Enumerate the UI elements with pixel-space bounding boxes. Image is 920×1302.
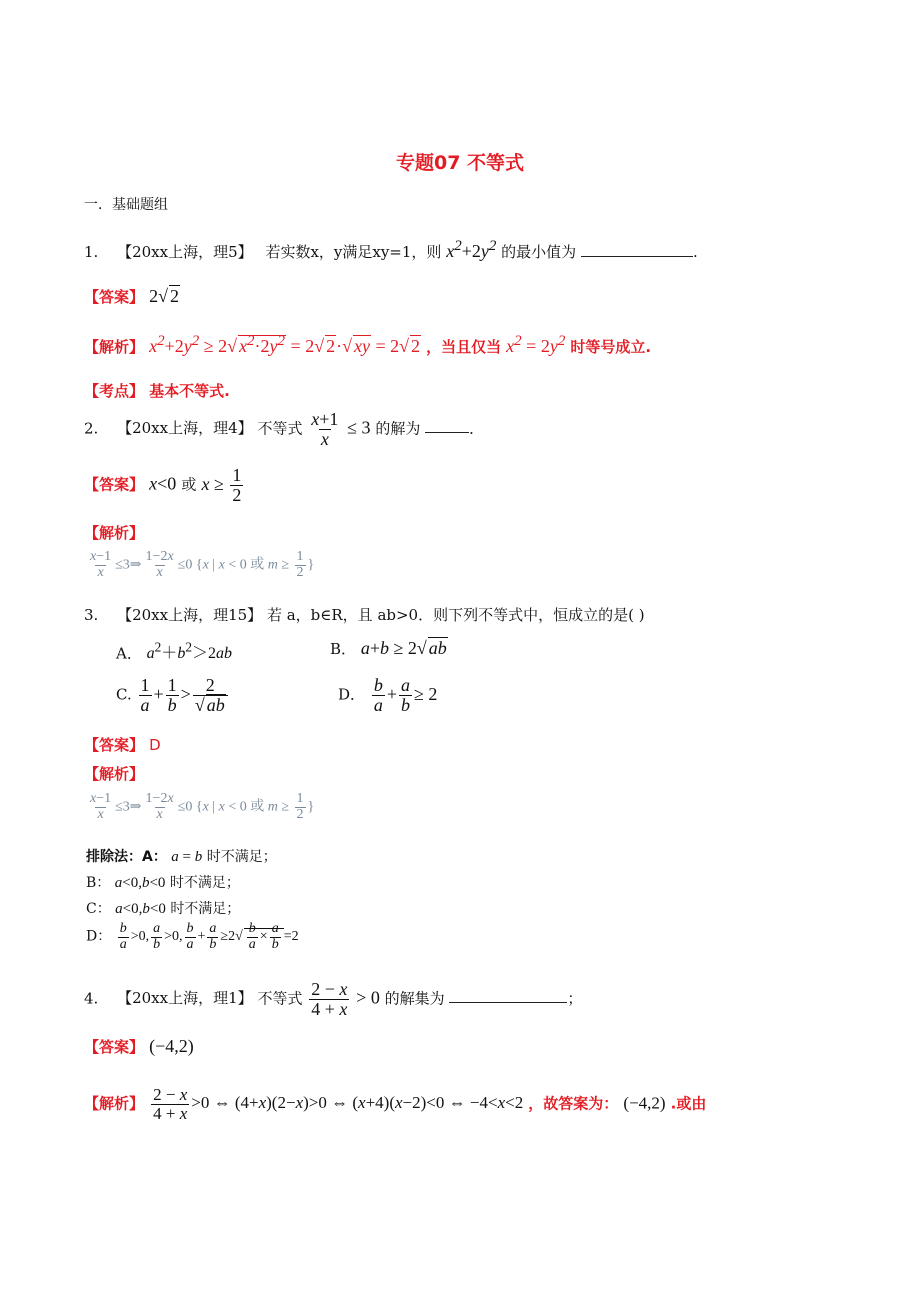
question-text: 若实数x，y满足xy=1，则: [265, 243, 442, 261]
option-d: [338, 676, 437, 715]
elimination-b: [86, 872, 240, 892]
punctuation: ．: [469, 419, 485, 438]
question-source: 【20xx上海，理4】: [117, 419, 253, 438]
analysis-text: ，当且仅当: [426, 338, 502, 356]
question-number: 2.: [84, 419, 99, 438]
question-2: [84, 410, 484, 449]
punctuation: ；: [567, 989, 583, 1008]
page-title: 专题07 不等式: [395, 152, 525, 174]
answer-value: x ≥ $\frac{1}{2}$: [201, 465, 242, 505]
question-text: 的最小值为: [501, 243, 577, 261]
section-heading: 一．基础题组: [84, 197, 168, 213]
elimination-c: [86, 898, 240, 918]
analysis-label: 【解析】: [84, 1094, 145, 1113]
option-math: $a^2+b^2>2ab$: [146, 640, 232, 663]
option-label: D．: [338, 685, 366, 704]
fraction: $\frac{2 - x}{4 + x}$: [311, 979, 348, 1019]
answer-label: 【答案】: [84, 475, 145, 494]
q3-analysis-image: $\frac{x-1}{x}$ ≤3⇒ $\frac{1-2x}{x}$ ≤0 {x | x < 0 或 m ≥ $\frac{1}{2}$ }: [90, 791, 315, 822]
option-label: A．: [116, 644, 142, 663]
punctuation: .: [692, 243, 698, 261]
elimination-text: 时不满足；: [169, 875, 240, 891]
q4-answer: [84, 1036, 194, 1057]
question-text: 不等式: [257, 419, 303, 438]
q1-answer: [84, 286, 180, 307]
option-b: [330, 638, 448, 659]
answer-value: x<0: [149, 473, 177, 494]
point-label: 【考点】: [84, 382, 145, 400]
elimination-math: a = b: [171, 849, 203, 865]
question-4: [84, 980, 582, 1019]
answer-blank: [581, 242, 693, 257]
question-source: 【20xx上海，理1】: [117, 989, 253, 1008]
elimination-d: [86, 922, 299, 952]
question-1: [84, 238, 698, 262]
analysis-text: ，故答案为：: [528, 1094, 619, 1113]
question-source: 【20xx上海，理5】: [117, 243, 253, 261]
answer-value: 2√ 2: [149, 286, 179, 306]
elimination-math: $\frac{b}{a}$ >0, $\frac{a}{b}$ >0, $\frac{b}{a}$ + $\frac{a}{b}$ ≥2√ $\frac{b}{a}$ × $\frac{a}{b}$ =2: [119, 921, 299, 952]
question-number: 4.: [84, 989, 99, 1008]
elimination-text: C：: [86, 901, 111, 917]
question-number: 3.: [84, 606, 99, 624]
elimination-text: D：: [86, 928, 112, 945]
question-source: 【20xx上海，理15】: [117, 606, 263, 624]
analysis-text: .或由: [670, 1094, 707, 1113]
option-label: C.: [116, 685, 132, 704]
analysis-label: 【解析】: [84, 338, 145, 356]
analysis-text: 时等号成立.: [570, 338, 652, 356]
question-text: 不等式: [257, 989, 303, 1008]
option-math: a+b ≥ 2√ ab: [360, 638, 447, 658]
q1-analysis: [84, 333, 651, 357]
question-number: 1.: [84, 243, 99, 261]
q2-answer: [84, 466, 245, 505]
answer-value: D: [149, 736, 161, 754]
option-math: $\frac{b}{a}$ + $\frac{a}{b}$ ≥ 2: [373, 675, 438, 715]
q1-point: [84, 380, 230, 401]
elimination-math: a<0,b<0: [114, 875, 166, 891]
answer-label: 【答案】: [84, 1038, 145, 1056]
option-math: $\frac{1}{a}$ + $\frac{1}{b}$ > $\frac{2}{√ ab}$: [137, 684, 230, 704]
analysis-math: (−4,2): [623, 1093, 666, 1113]
question-text: 的解集为: [384, 989, 445, 1008]
math-expression: > 0: [356, 987, 380, 1008]
option-label: B．: [330, 640, 357, 658]
option-c: [116, 676, 230, 715]
answer-value: (−4,2): [149, 1036, 194, 1056]
answer-blank: [449, 988, 567, 1003]
question-3: [84, 604, 645, 625]
q2-analysis-label: [84, 522, 144, 543]
analysis-label: 【解析】: [84, 765, 145, 783]
answer-label: 【答案】: [84, 736, 145, 754]
point-text: 基本不等式.: [149, 382, 230, 400]
elimination-text: 排除法：A：: [86, 849, 167, 865]
analysis-math: $x^2+2y^2 \ge 2√$ $x^2\cdot 2y^2 = 2√$ 2·√ xy = 2√ 2: [149, 333, 420, 356]
analysis-math: $x^2 = 2y^2$: [506, 333, 566, 356]
q3-answer: [84, 734, 161, 755]
answer-label: 【答案】: [84, 288, 145, 306]
elimination-text: 时不满足；: [206, 849, 277, 865]
math-expression: ≤ 3: [347, 417, 371, 438]
answer-text: 或: [181, 475, 197, 494]
answer-blank: [425, 418, 469, 433]
question-text: 的解为: [375, 419, 421, 438]
q4-analysis: [84, 1086, 706, 1123]
analysis-label: 【解析】: [84, 524, 145, 542]
question-text: 若 a，b∈R，且 ab>0．则下列不等式中，恒成立的是( ): [266, 606, 645, 624]
math-expression: $x^2+2y^2$: [446, 238, 497, 261]
elimination-math: a<0,b<0: [115, 901, 166, 917]
q2-analysis-image: $\frac{x-1}{x}$ ≤3⇒ $\frac{1-2x}{x}$ ≤0 {x | x < 0 或 m ≥ $\frac{1}{2}$ }: [90, 549, 315, 580]
elimination-text: 时不满足；: [170, 901, 241, 917]
analysis-math: $\frac{2 - x}{4 + x}$ >0 ⇔ (4+x)(2−x)>0 ⇔ (x+4)(x−2)<0 ⇔ −4<x<2: [153, 1085, 524, 1123]
q3-analysis-label: [84, 763, 144, 784]
fraction: $\frac{x+1}{x}$: [311, 409, 339, 449]
elimination-text: B：: [86, 875, 111, 891]
option-a: [116, 640, 232, 663]
elimination-a: [86, 846, 277, 866]
